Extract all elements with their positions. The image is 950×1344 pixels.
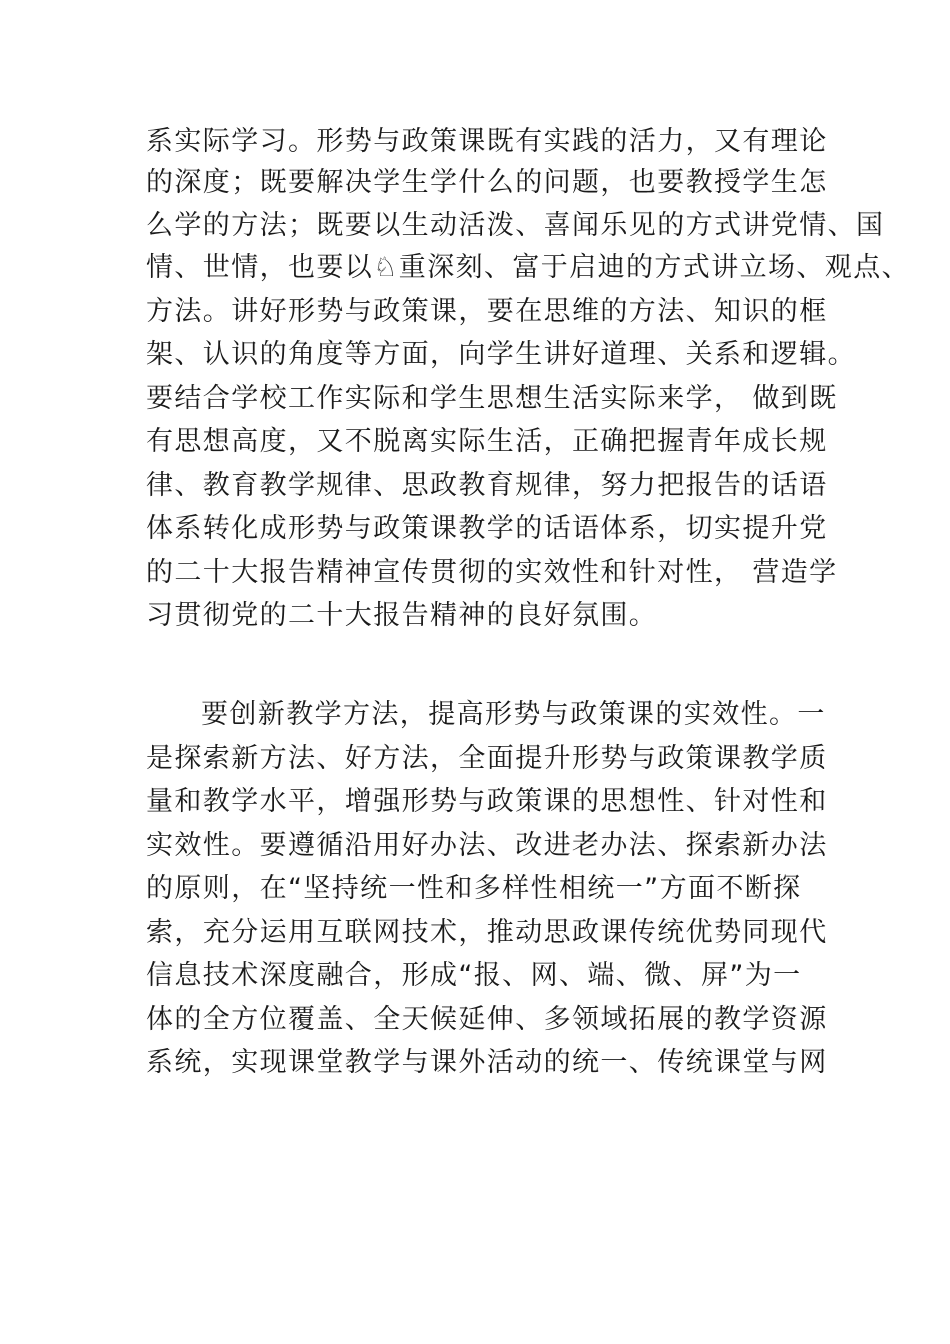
paragraph-1-line-10: 体系转化成形势与政策课教学的话语体系，切实提升党 — [146, 513, 828, 544]
paragraph-1-line-12: 习贯彻党的二十大报告精神的良好氛围。 — [146, 600, 658, 631]
paragraph-1-line-9: 律、教育教学规律、思政教育规律，努力把报告的话语 — [146, 470, 828, 501]
paragraph-2-line-4: 实效性。要遵循沿用好办法、改进老办法、探索新办法 — [146, 830, 828, 861]
paragraph-2-line-1: 要创新教学方法，提高形势与政策课的实效性。一 — [201, 699, 826, 730]
paragraph-1-line-7: 要结合学校工作实际和学生思想生活实际来学， 做到既 — [146, 383, 838, 414]
paragraph-2-line-2: 是探索新方法、好方法，全面提升形势与政策课教学质 — [146, 743, 828, 774]
paragraph-1-line-1: 系实际学习。形势与政策课既有实践的活力，又有理论 — [146, 126, 828, 157]
paragraph-1-line-5: 方法。讲好形势与政策课，要在思维的方法、知识的框 — [146, 296, 828, 327]
paragraph-2-line-7: 信息技术深度融合，形成“报、网、端、微、屏”为一 — [146, 960, 802, 991]
paragraph-2-line-8: 体的全方位覆盖、全天候延伸、多领域拓展的教学资源 — [146, 1004, 828, 1035]
paragraph-2-line-9: 系统，实现课堂教学与课外活动的统一、传统课堂与网 — [146, 1047, 828, 1078]
paragraph-1-line-2: 的深度；既要解决学生学什么的问题，也要教授学生怎 — [146, 167, 828, 198]
paragraph-1-line-6: 架、认识的角度等方面，向学生讲好道理、关系和逻辑。 — [146, 339, 856, 370]
paragraph-1-line-3: 么学的方法；既要以生动活泼、喜闻乐见的方式讲党情、国 — [146, 210, 885, 241]
paragraph-2-line-3: 量和教学水平，增强形势与政策课的思想性、针对性和 — [146, 786, 828, 817]
paragraph-1-line-11: 的二十大报告精神宣传贯彻的实效性和针对性， 营造学 — [146, 557, 838, 588]
paragraph-2-line-6: 索，充分运用互联网技术，推动思政课传统优势同现代 — [146, 917, 828, 948]
paragraph-2-line-5: 的原则，在“坚持统一性和多样性相统一”方面不断探 — [146, 873, 802, 904]
paragraph-1-line-8: 有思想高度，又不脱离实际生活，正确把握青年成长规 — [146, 426, 828, 457]
paragraph-1-line-4: 情、世情，也要以♘重深刻、富于启迪的方式讲立场、观点、 — [146, 252, 911, 283]
